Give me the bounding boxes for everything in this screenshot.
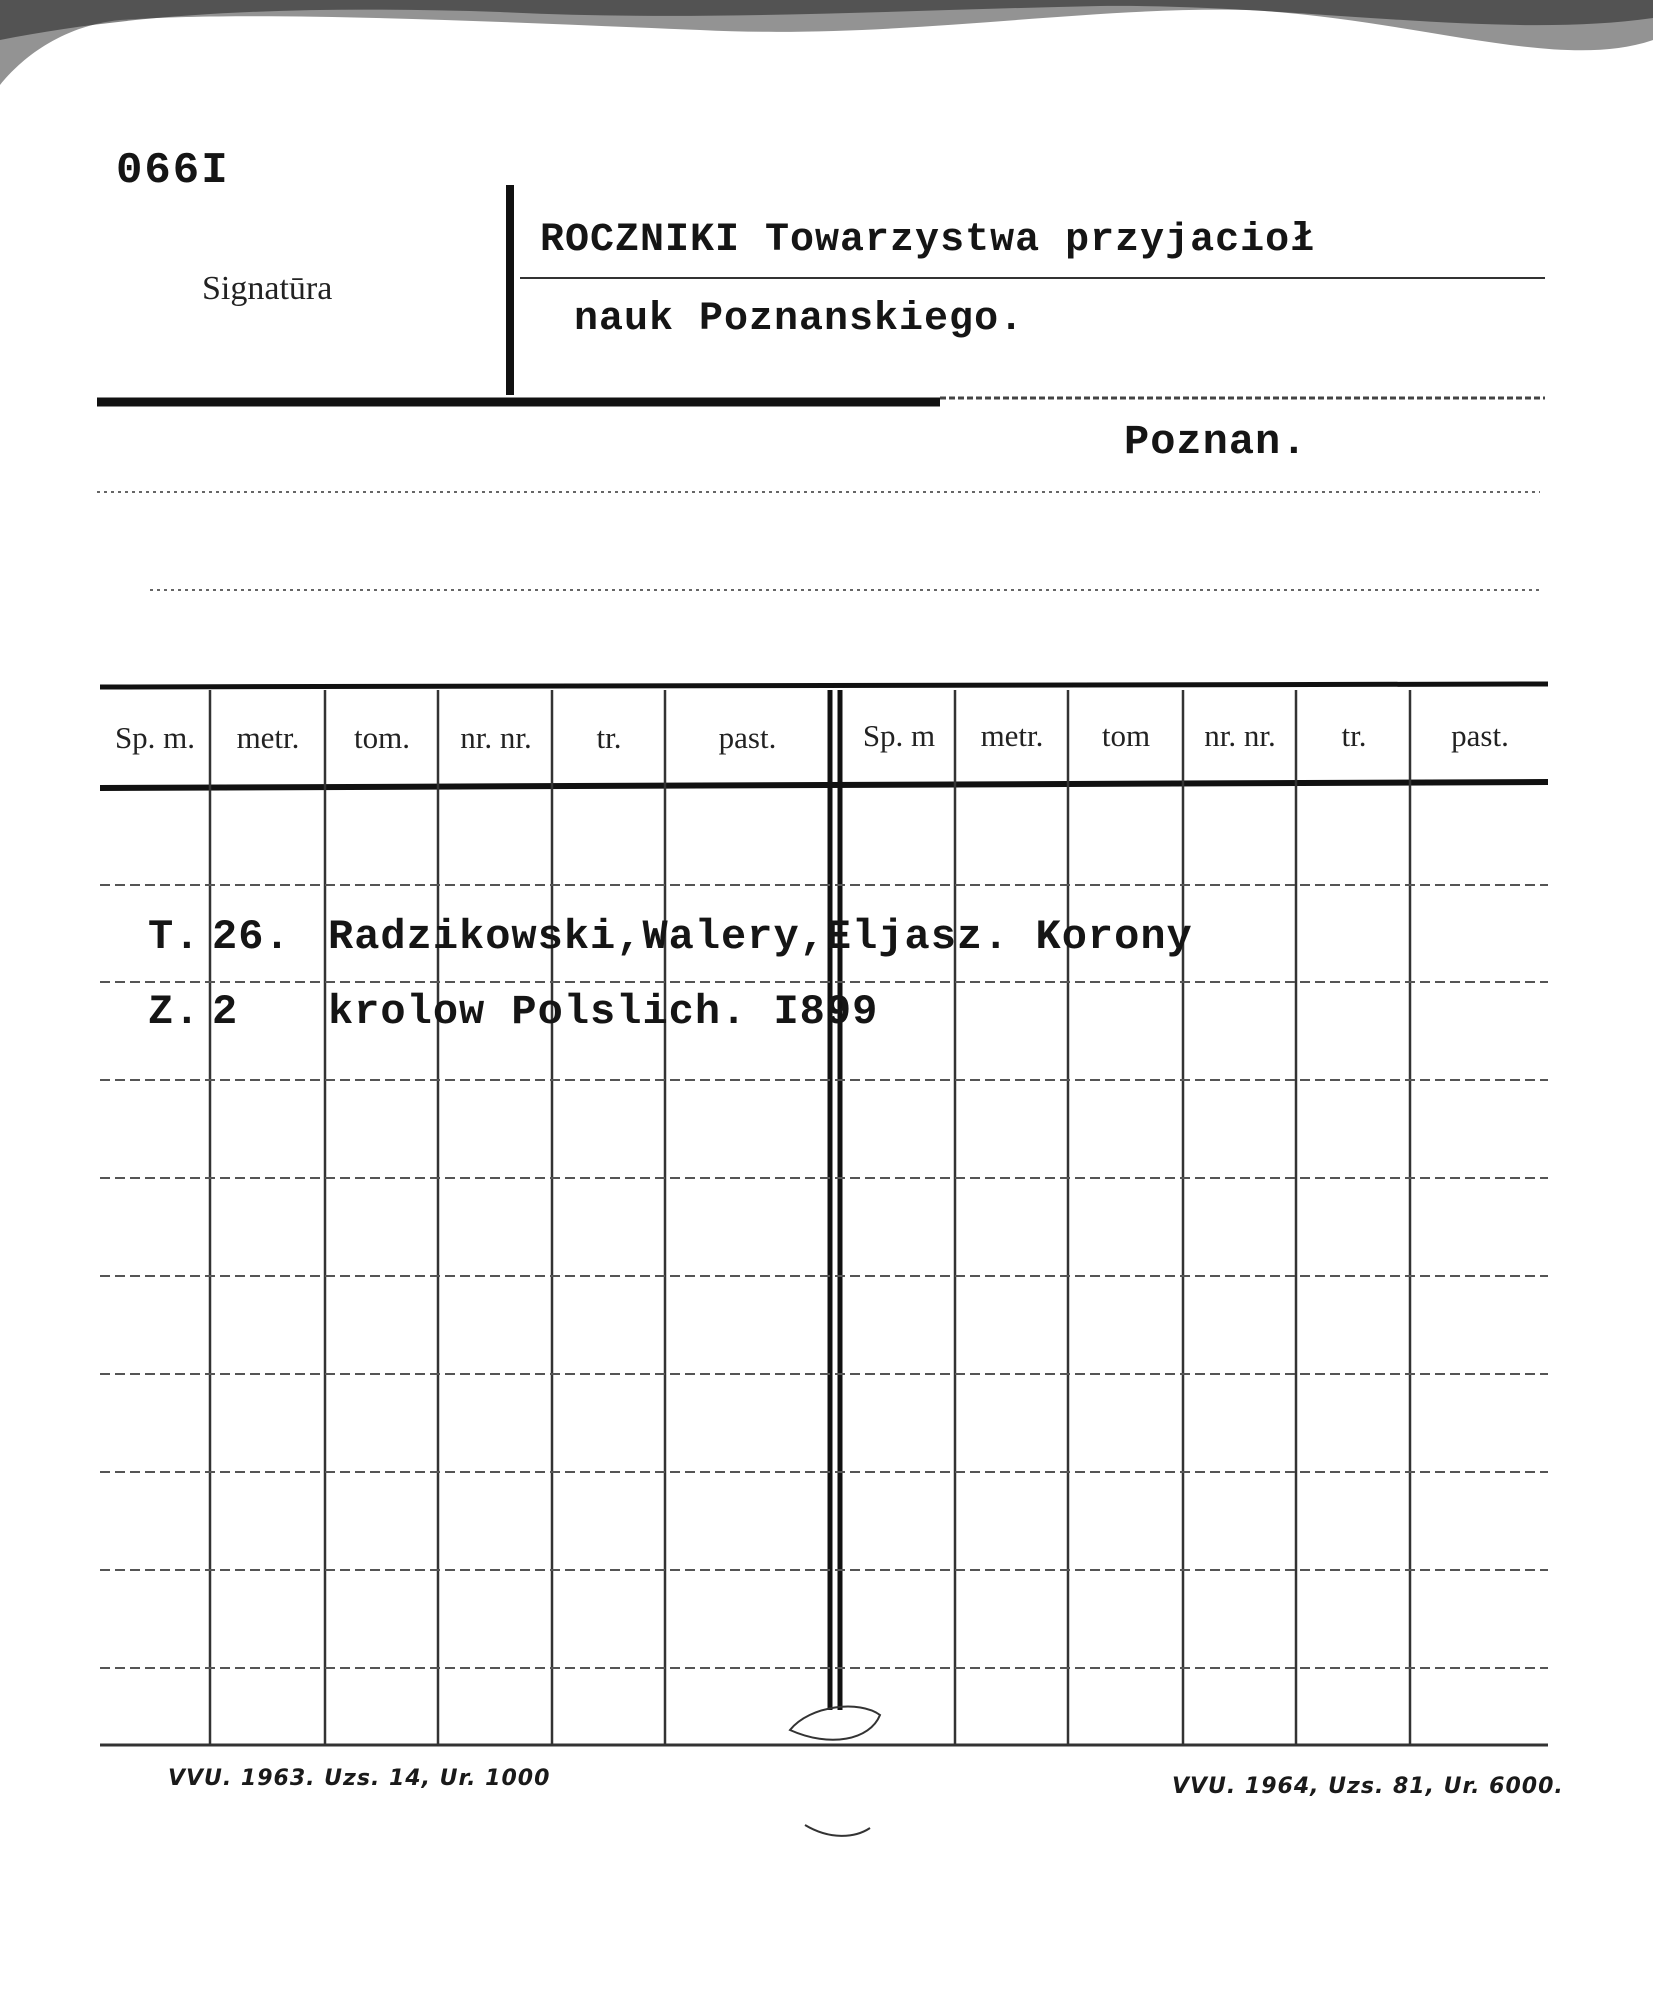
header-right-tom: tom — [1101, 718, 1151, 753]
header-right-tr: tr. — [1341, 718, 1367, 753]
entry-2-volume: Z. — [148, 988, 201, 1036]
entry-1-text: Radzikowski,Walery,Eljasz. Korony — [328, 913, 1193, 961]
entry-1-number: 26. — [212, 913, 291, 961]
header-right-nr-nr: nr. nr. — [1204, 718, 1276, 753]
footer-right-stamp: VVU. 1964, Uzs. 81, Ur. 6000. — [1172, 1774, 1564, 1799]
punch-mark — [790, 1707, 880, 1740]
title-line-1: ROCZNIKI Towarzystwa przyjacioł — [540, 218, 1316, 263]
table-header-rule — [100, 782, 1548, 788]
header-left-metr: metr. — [236, 720, 300, 755]
header-right-past: past. — [1451, 718, 1509, 753]
header-left-tr: tr. — [596, 720, 622, 755]
entry-2-number: 2 — [212, 988, 239, 1036]
title-line-2: nauk Poznanskiego. — [574, 297, 1025, 342]
card-number: 066I — [116, 146, 230, 196]
entry-1-volume: T. — [148, 913, 201, 961]
header-right-sp-m: Sp. m — [862, 718, 936, 753]
column-lines — [210, 690, 1410, 1745]
header-left-sp-m: Sp. m. — [114, 720, 196, 755]
place-of-publication: Poznan. — [1124, 418, 1308, 466]
table-top-rule — [100, 684, 1548, 687]
header-right-metr: metr. — [980, 718, 1044, 753]
header-left-tom: tom. — [354, 720, 410, 755]
header-left-nr-nr: nr. nr. — [460, 720, 532, 755]
entry-2-text: krolow Polslich. I899 — [328, 988, 879, 1036]
footer-left-stamp: VVU. 1963. Uzs. 14, Ur. 1000 — [168, 1766, 551, 1791]
header-left-past: past. — [718, 720, 777, 755]
signature-label: Signatūra — [202, 270, 333, 307]
